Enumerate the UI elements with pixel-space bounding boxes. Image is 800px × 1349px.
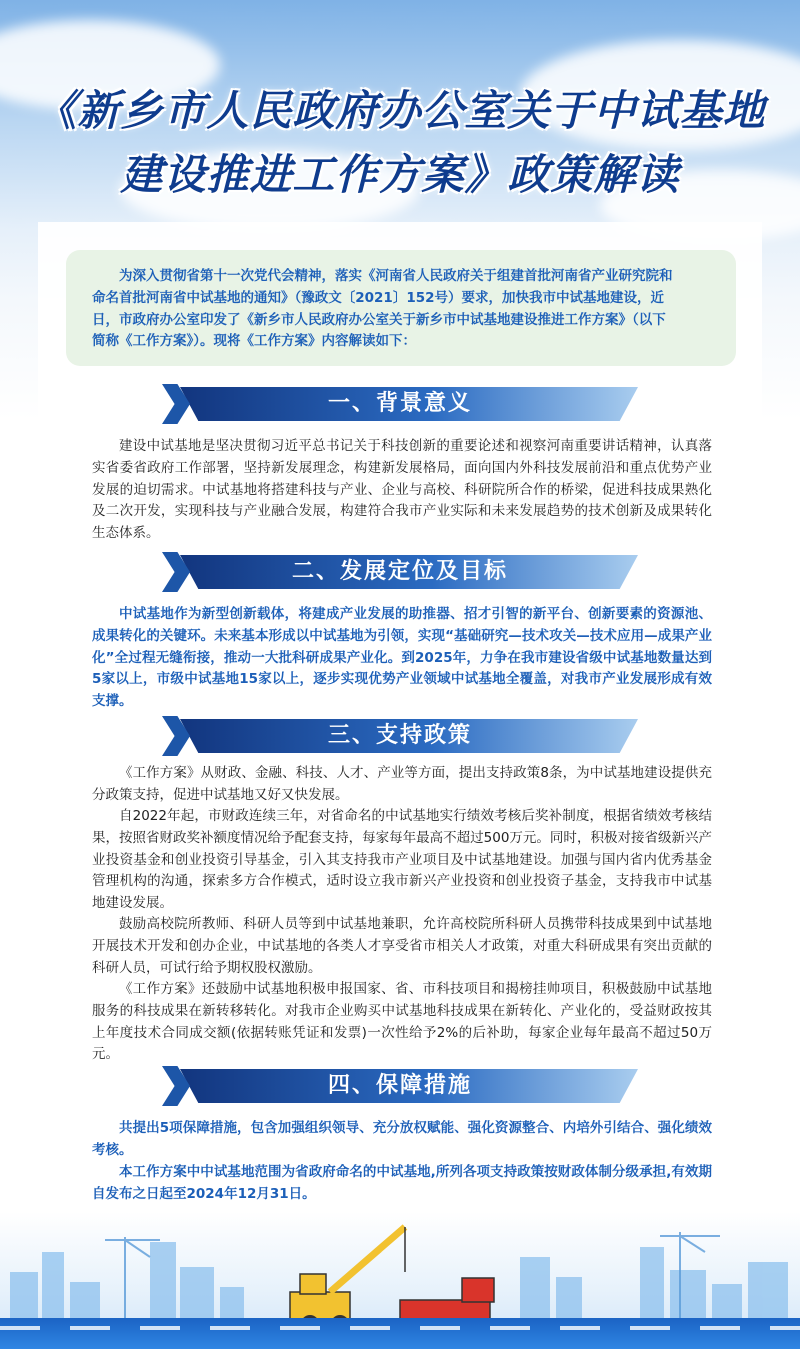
page-title-line-1: 《新乡市人民政府办公室关于中试基地 — [34, 86, 766, 135]
page-title-line-2: 建设推进工作方案》政策解读 — [120, 150, 680, 199]
section-paragraph: 本工作方案中中试基地范围为省政府命名的中试基地,所列各项支持政策按财政体制分级承担,有效期自发布之日起至2024年12月31日。 — [92, 1164, 712, 1202]
intro-line: 简称《工作方案》）。现将《工作方案》内容解读如下： — [92, 333, 416, 350]
intro-text — [92, 266, 710, 353]
section-heading-safeguards — [162, 1066, 638, 1106]
section-heading-label: 三、支持政策 — [327, 723, 472, 748]
section-paragraph: 建设中试基地是坚决贯彻习近平总书记关于科技创新的重要论述和视察河南重要讲话精神，认真落实省委省政府工作部署，坚持新发展理念，构建新发展格局，面向国内外科技发展前沿和重点优势产业发展的迫切需求。中试基地将搭建科技与产业、企业与高校、科研院所合作的桥梁，促进科技成果熟化及二次开发，实现科技与产业融合发展，构建符合我市产业实际和未来发展趋势的技术创新及成果转化生态体系。 — [92, 438, 712, 542]
section-paragraph: 自2022年起，市财政连续三年，对省命名的中试基地实行绩效考核后奖补制度，根据省绩效考核结果，按照省财政奖补额度情况给予配套支持，每家每年最高不超过500万元。同时，积极对接省级新兴产业投资基金和创业投资引导基金，引入其支持我市产业项目及中试基地建设。加强与国内省内优秀基金管理机构的沟通，探索多方合作模式，适时设立我市新兴产业投资和创业投资子基金，支持我市中试基地建设发展。 — [92, 808, 712, 912]
section-heading-background — [162, 384, 638, 424]
section-paragraph: 鼓励高校院所教师、科研人员等到中试基地兼职，允许高校院所科研人员携带科技成果到中试基地开展技术开发和创办企业，中试基地的各类人才享受省市相关人才政策，对重大科研成果有突出贡献的科研人员，可试行给予期权股权激励。 — [92, 916, 712, 976]
section-heading-policies — [162, 716, 638, 756]
section-heading-label: 二、发展定位及目标 — [291, 559, 508, 584]
intro-line: 命名首批河南省中试基地的通知》（豫政文〔2021〕152号）要求，加快我市中试基地建设，近 — [92, 289, 665, 306]
section-paragraph: 中试基地作为新型创新载体，将建成产业发展的助推器、招才引智的新平台、创新要素的资源池、成果转化的关键环。未来基本形成以中试基地为引领，实现“基础研究—技术攻关—技术应用—成果产业化”全过程无缝衔接，推动一大批科研成果产业化。到2025年，力争在我市建设省级中试基地数量达到5家以上，市级中试基地15家以上，逐步实现优势产业领域中试基地全覆盖，对我市产业发展形成有效支撑。 — [92, 606, 712, 710]
section-paragraph: 《工作方案》从财政、金融、科技、人才、产业等方面，提出支持政策8条，为中试基地建设提供充分政策支持，促进中试基地又好又快发展。 — [92, 765, 712, 803]
road-band — [0, 1318, 800, 1349]
section-heading-development — [162, 552, 638, 592]
intro-line: 为深入贯彻省第十一次党代会精神，落实《河南省人民政府关于组建首批河南省产业研究院和 — [119, 268, 673, 284]
section-paragraph: 《工作方案》还鼓励中试基地积极申报国家、省、市科技项目和揭榜挂帅项目，积极鼓励中试基地服务的科技成果在新转移转化。对我市企业购买中试基地科技成果在新转化、产业化的，受益财政按其上年度技术合同成交额(依据转账凭证和发票)一次性给予2%的后补助，每家企业每年最高不超过50万元。 — [92, 981, 712, 1063]
road-stripe — [0, 1326, 800, 1330]
section-heading-label: 四、保障措施 — [327, 1073, 472, 1098]
section-paragraph: 共提出5项保障措施，包含加强组织领导、充分放权赋能、强化资源整合、内培外引结合、强化绩效考核。 — [92, 1120, 712, 1158]
section-heading-label: 一、背景意义 — [327, 391, 472, 416]
intro-box — [66, 250, 736, 366]
intro-line: 日，市政府办公室印发了《新乡市人民政府办公室关于新乡市中试基地建设推进工作方案》（以下 — [92, 311, 666, 328]
